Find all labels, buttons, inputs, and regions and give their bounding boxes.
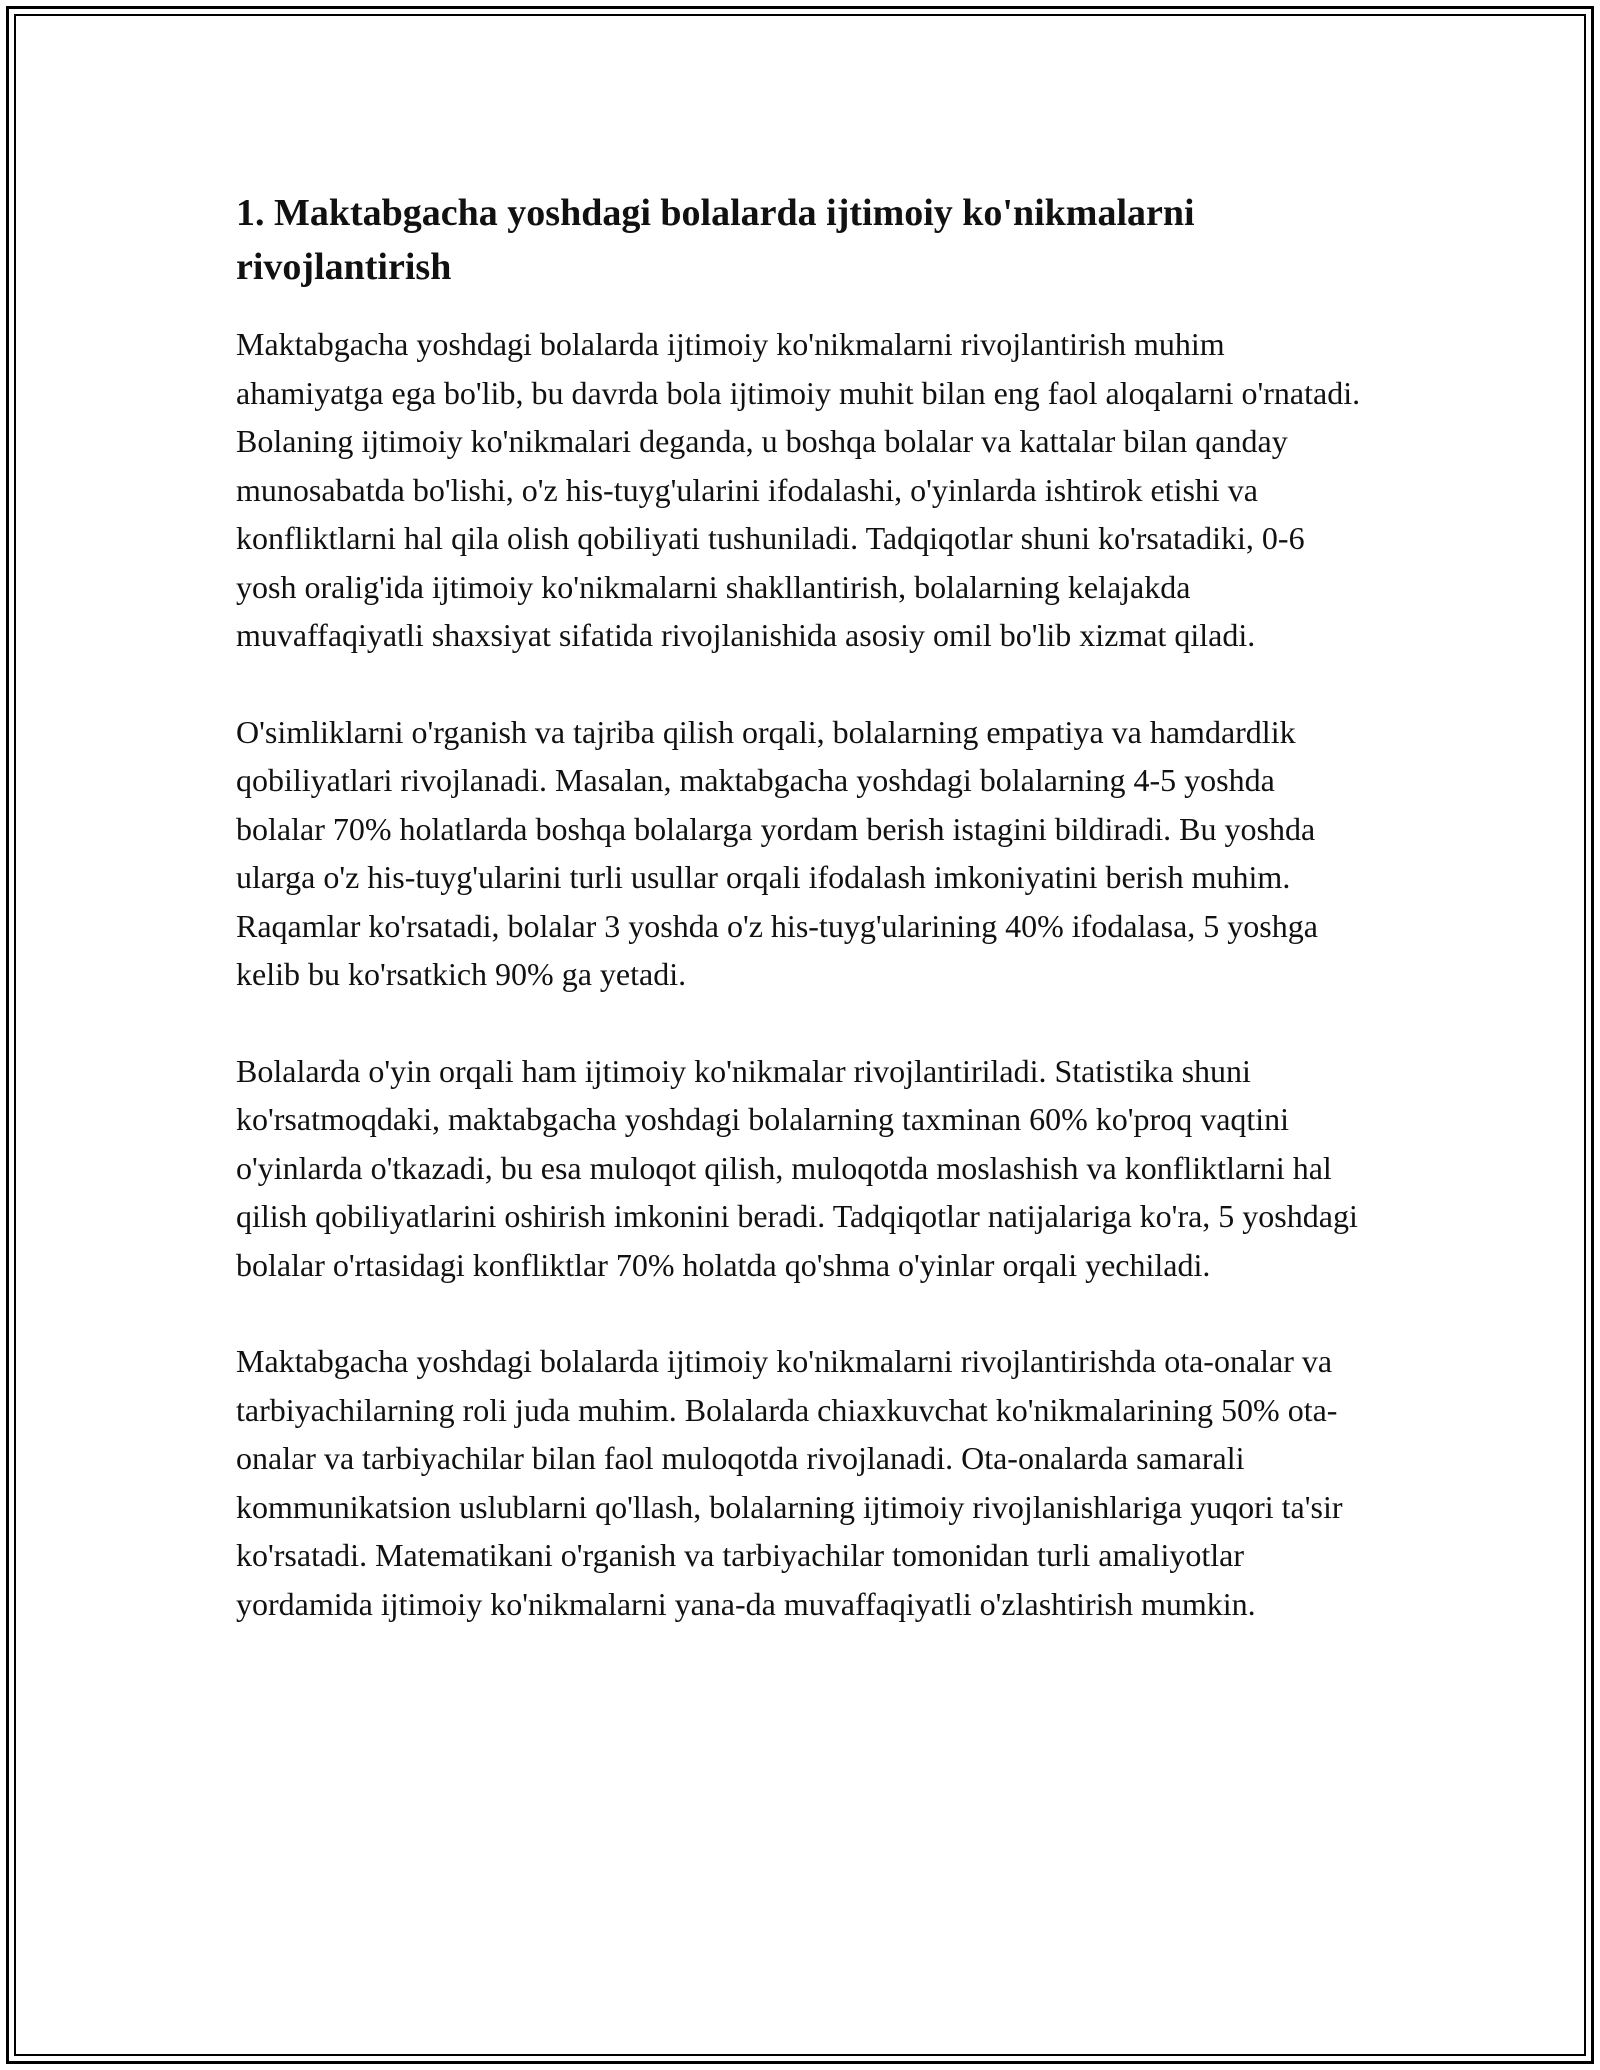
section-title: 1. Maktabgacha yoshdagi bolalarda ijtimoiy ko'nikmalarni rivojlantirish: [236, 192, 1195, 288]
paragraph-1: Maktabgacha yoshdagi bolalarda ijtimoiy ko'nikmalarni rivojlantirish muhim ahamiyatga ega bo'lib, bu davrda bola ijtimoiy muhit bilan eng faol aloqalarni o'rnatadi. Bolaning ijtimoiy ko'nikmalari deganda, u boshqa bolalar va kattalar bilan qanday munosabatda bo'lishi, o'z his-tuyg'ularini ifodalashi, o'yinlarda ishtirok etishi va konfliktlarni hal qila olish qobiliyati tushuniladi. Tadqiqotlar shuni ko'rsatadiki, 0-6 yosh oralig'ida ijtimoiy ko'nikmalarni shakllantirish, bolalarning kelajakda muvaffaqiyatli shaxsiyat sifatida rivojlanishida asosiy omil bo'lib xizmat qiladi.: [236, 326, 1361, 653]
paragraph-2: O'simliklarni o'rganish va tajriba qilish orqali, bolalarning empatiya va hamdardlik qobiliyatlari rivojlanadi. Masalan, maktabgacha yoshdagi bolalarning 4-5 yoshda bolalar 70% holatlarda boshqa bolalarga yordam berish istagini bildiradi. Bu yoshda ularga o'z his-tuyg'ularini turli usullar orqali ifodalash imkoniyatini berish muhim. Raqamlar ko'rsatadi, bolalar 3 yoshda o'z his-tuyg'ularining 40% ifodalasa, 5 yoshga kelib bu ko'rsatkich 90% ga yetadi.: [236, 713, 1318, 992]
paragraph-4: Maktabgacha yoshdagi bolalarda ijtimoiy ko'nikmalarni rivojlantirishda ota-onalar va tarbiyachilarning roli juda muhim. Bolalarda chiaxkuvchat ko'nikmalarining 50% ota-onalar va tarbiyachilar bilan faol muloqotda rivojlanadi. Ota-onalarda samarali kommunikatsion uslublarni qo'llash, bolalarning ijtimoiy rivojlanishlariga yuqori ta'sir ko'rsatadi. Matematikani o'rganish va tarbiyachilar tomonidan turli amaliyotlar yordamida ijtimoiy ko'nikmalarni yana-da muvaffaqiyatli o'zlashtirish mumkin.: [236, 1343, 1343, 1622]
document-body: [236, 186, 1366, 1676]
paragraph-3: Bolalarda o'yin orqali ham ijtimoiy ko'nikmalar rivojlantiriladi. Statistika shuni ko'rsatmoqdaki, maktabgacha yoshdagi bolalarning taxminan 60% ko'proq vaqtini o'yinlarda o'tkazadi, bu esa muloqot qilish, muloqotda moslashish va konfliktlarni hal qilish qobiliyatlarini oshirish imkonini beradi. Tadqiqotlar natijalariga ko'ra, 5 yoshdagi bolalar o'rtasidagi konfliktlar 70% holatda qo'shma o'yinlar orqali yechiladi.: [236, 1052, 1358, 1283]
